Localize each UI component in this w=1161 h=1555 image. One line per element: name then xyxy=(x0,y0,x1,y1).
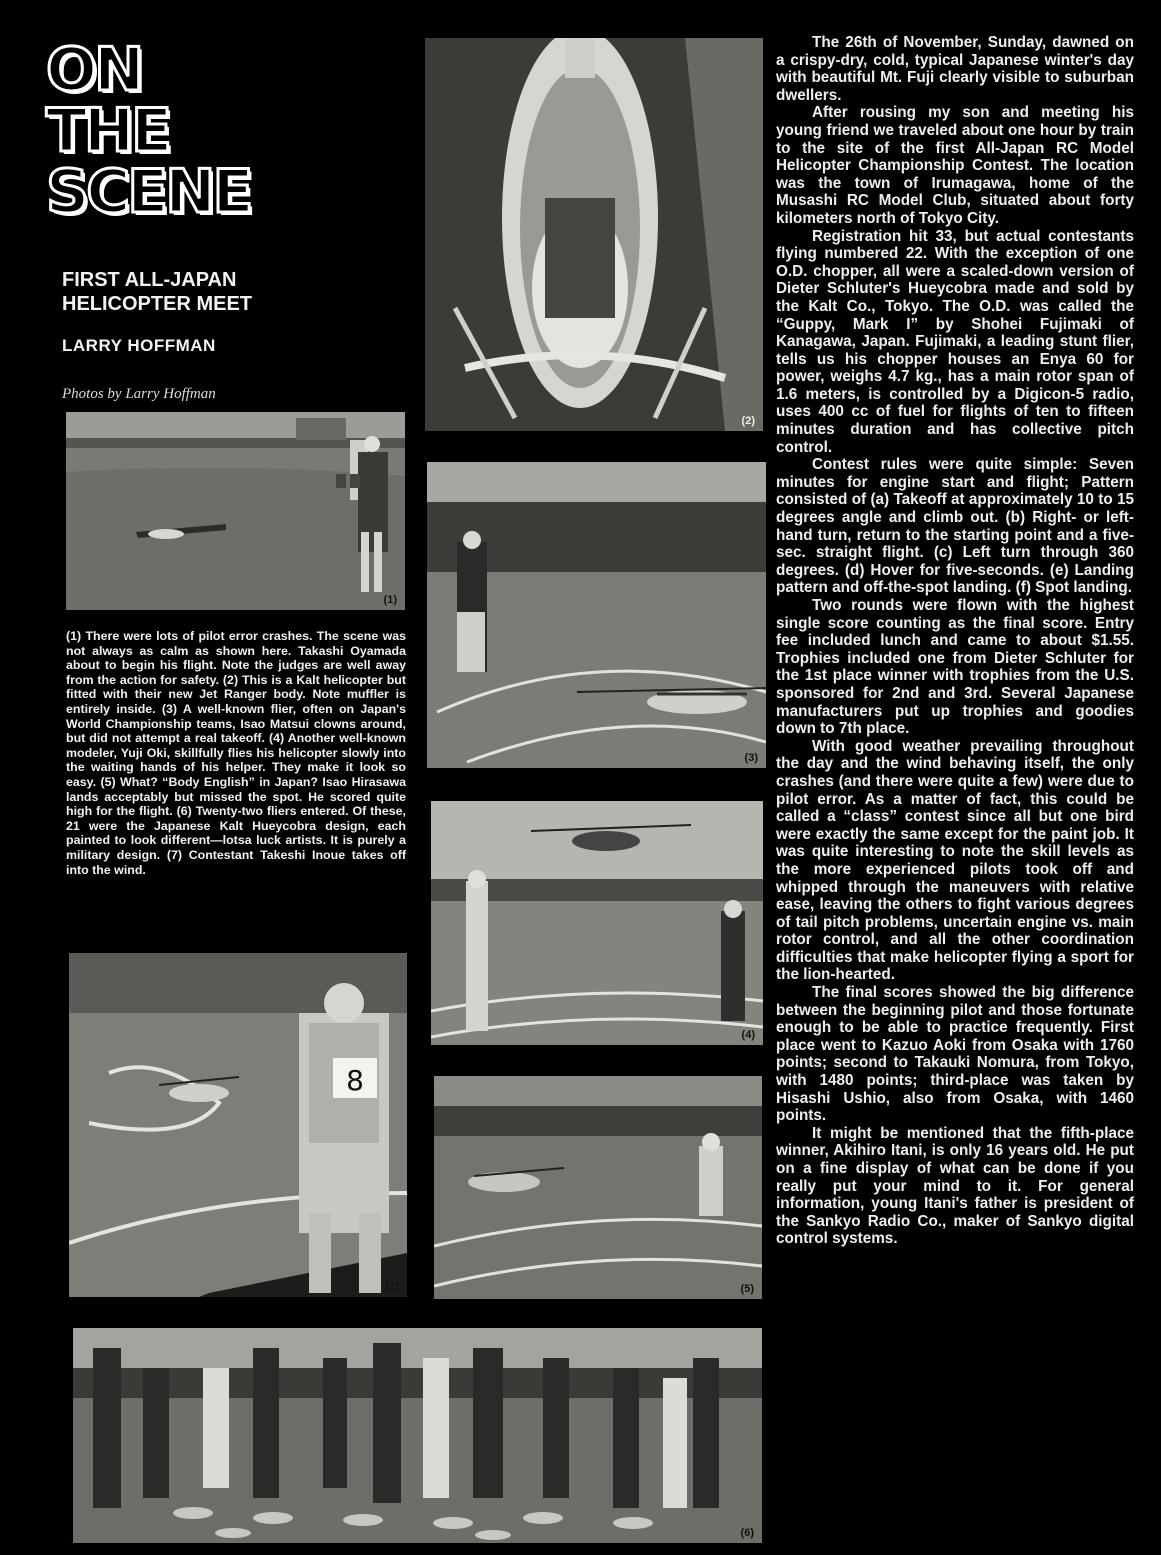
article-paragraph: The 26th of November, Sunday, dawned on a crispy-dry, cold, typical Japanese winter's day with beautiful Mt. Fuji clearly visible to suburban dwellers. xyxy=(776,34,1134,104)
vest-number: 8 xyxy=(346,1064,364,1097)
photo-4-image xyxy=(431,801,763,1045)
article-body xyxy=(776,34,1134,1248)
photo-6 xyxy=(73,1328,762,1543)
headline-line: ON xyxy=(46,35,142,105)
photo-1 xyxy=(66,412,405,610)
photo-number: (4) xyxy=(741,1029,755,1041)
photo-2 xyxy=(425,38,763,431)
photo-number: (3) xyxy=(744,752,758,764)
photo-5-image xyxy=(434,1076,762,1299)
article-paragraph: It might be mentioned that the fifth-place winner, Akihiro Itani, is only 16 years old. He put on a fine display of what can be done if you really put your mind to it. For general information, young Itani's father is president of the Sankyo Radio Co., maker of Sankyo digital control systems. xyxy=(776,1124,1134,1248)
headline-line: THE xyxy=(46,96,170,166)
author-byline: LARRY HOFFMAN xyxy=(62,336,216,355)
photo-1-image xyxy=(66,412,405,610)
article-paragraph: With good weather prevailing throughout the day and the wind behaving itself, the only crashes (and there were quite a few) were due to pilot error. As a matter of fact, this could be called a “class” contest since all but one bird were exactly the same except for the paint job. It was quite interesting to note the skill levels as the more experienced pilots took off and whipped through the maneuvers with relative ease, leaving the others to fight various degrees of tail pitch problems, uncertain engine vs. main rotor control, and all the other coordination difficulties that make helicopter flying a sport for the lion-hearted. xyxy=(776,737,1134,984)
photo-number: (5) xyxy=(740,1283,754,1295)
article-paragraph: After rousing my son and meeting his young friend we traveled about one hour by train to the site of the first All-Japan RC Model Helicopter Championship Contest. The location was the town of Irumagawa, home of the Musashi RC Model Club, situated about forty kilometers north of Tokyo City. xyxy=(776,104,1134,227)
photo-3 xyxy=(427,462,766,768)
photo-credit: Photos by Larry Hoffman xyxy=(62,386,216,402)
photo-number: (2) xyxy=(741,415,755,427)
subtitle-line: FIRST ALL-JAPAN xyxy=(62,269,237,291)
photo-number: (1) xyxy=(383,594,397,606)
photo-2-image xyxy=(425,38,763,431)
headline xyxy=(46,35,316,227)
photo-number: (7) xyxy=(385,1281,399,1293)
photo-7 xyxy=(69,953,407,1297)
photo-7-image xyxy=(69,953,407,1297)
photo-3-image xyxy=(427,462,766,768)
photo-4 xyxy=(431,801,763,1045)
photo-5 xyxy=(434,1076,762,1299)
subtitle xyxy=(62,268,342,316)
photo-6-image xyxy=(73,1328,762,1543)
headline-line: SCENE xyxy=(46,157,251,227)
article-paragraph: Contest rules were quite simple: Seven minutes for engine start and flight; Pattern consisted of (a) Takeoff at approximately 10 to 15 degrees angle and climb out. (b) Right- or left-hand turn, return to the starting point and a five-sec. straight flight. (c) Left turn through 360 degrees. (d) Hover for five-seconds. (e) Landing pattern and off-the-spot landing. (f) Spot landing. xyxy=(776,456,1134,597)
article-paragraph: Registration hit 33, but actual contestants flying numbered 22. With the exception of one O.D. chopper, all were a scaled-down version of Dieter Schluter's Hueycobra made and sold by the Kalt Co., Tokyo. The O.D. was called the “Guppy, Mark I” by Shohei Fujimaki of Kanagawa, Japan. Fujimaki, a leading stunt flier, tells us his chopper houses an Enya 60 for power, weighs 4.7 kg., has a main rotor span of 1.6 meters, is controlled by a Digicon-5 radio, uses 400 cc of fuel for flights of ten to fifteen minutes duration and has collective pitch control. xyxy=(776,227,1134,456)
article-paragraph: Two rounds were flown with the highest single score counting as the final score. Entry fee included lunch and came to about $1.55. Trophies included one from Dieter Schluter for the 1st place winner with trophies from the U.S. sponsored for 2nd and 3rd. Several Japanese manufacturers put up trophies and goodies down to 7th place. xyxy=(776,597,1134,738)
subtitle-line: HELICOPTER MEET xyxy=(62,293,253,315)
photo-number: (6) xyxy=(740,1527,754,1539)
photo-captions: (1) There were lots of pilot error crashes. The scene was not always as calm as shown here. Takashi Oyamada about to begin his flight. Note the judges are well away from the action for safety. (2) This is a Kalt helicopter but fitted with their new Jet Ranger body. Note muffler is entirely inside. (3) A well-known flier, often on Japan's World Championship teams, Isao Matsui clowns around, but did not attempt a real takeoff. (4) Another well-known modeler, Yuji Oki, skillfully flies his helicopter slowly into the waiting hands of his helper. They make it look so easy. (5) What? “Body English” in Japan? Isao Hirasawa lands acceptably but missed the spot. He scored quite high for the flight. (6) Twenty-two fliers entered. Of these, 21 were the Japanese Kalt Hueycobra design, each painted to look different—lotsa luck artists. It is purely a military design. (7) Contestant Takeshi Inoue takes off into the wind. xyxy=(66,629,406,877)
article-paragraph: The final scores showed the big difference between the beginning pilot and those fortunate enough to be able to practice frequently. First place went to Kazuo Aoki from Osaka with 1760 points; second to Takauki Nomura, from Tokyo, with 1480 points; third-place was taken by Hisashi Ushio, also from Osaka, with 1460 points. xyxy=(776,984,1134,1125)
